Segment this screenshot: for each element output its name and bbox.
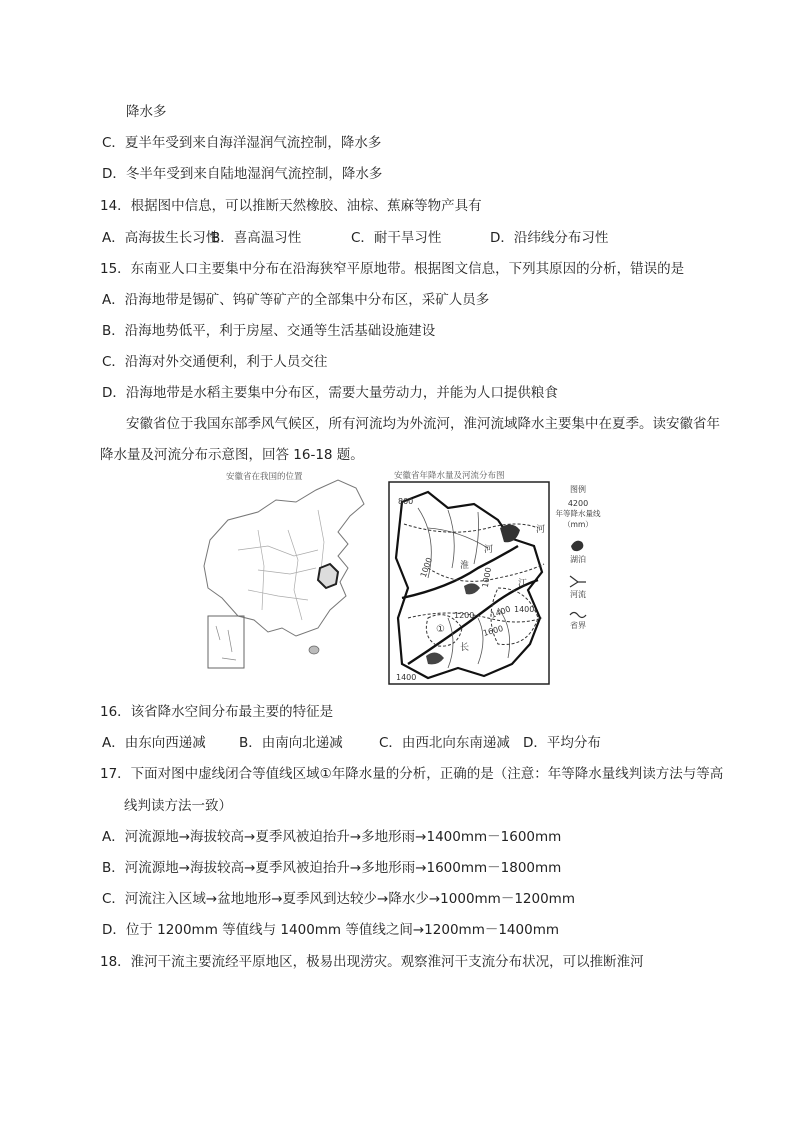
river-label: 淮 [460, 561, 470, 571]
option-b: B．由南向北递减 [239, 735, 343, 751]
map-legend [554, 484, 602, 684]
south-sea-inset [208, 616, 244, 668]
anhui-precipitation-map [388, 468, 602, 686]
river-label: 长 [460, 643, 470, 653]
option-b: B．沿海地势低平，利于房屋、交通等生活基础设施建设 [102, 323, 436, 339]
legend-isohyet-label: 年等降水量线 [555, 509, 601, 518]
china-outline [198, 470, 378, 680]
legend-river: 河流 [570, 590, 586, 599]
option-a: A．沿海地带是锡矿、钨矿等矿产的全部集中分布区，采矿人员多 [102, 292, 490, 308]
option-d: D．平均分布 [523, 735, 601, 751]
option-c: C．由西北向东南递减 [379, 735, 510, 751]
option-b: B．河流源地→海拔较高→夏季风被迫抬升→多地形雨→1600mm－1800mm [102, 860, 562, 876]
contour-label: 1200 [454, 611, 475, 620]
question-17: 17．下面对图中虚线闭合等值线区域①年降水量的分析，正确的是（注意：年等降水量线判读方法与等高 [100, 766, 724, 782]
legend-title: 图例 [570, 485, 586, 494]
option-d: D．冬半年受到来自陆地湿润气流控制，降水多 [102, 166, 383, 182]
lake-icon [568, 536, 588, 554]
question-16-options [102, 734, 702, 752]
option-a: A．由东向西递减 [102, 735, 206, 751]
question-18: 18．淮河干流主要流经平原地区，极易出现涝灾。观察淮河干支流分布状况，可以推断淮河 [100, 954, 644, 970]
china-location-map [198, 470, 378, 680]
option-c: C．耐干旱习性 [351, 230, 442, 246]
border-icon [568, 608, 588, 620]
option-a: A．河流源地→海拔较高→夏季风被迫抬升→多地形雨→1400mm－1600mm [102, 829, 562, 845]
question-14: 14．根据图中信息，可以推断天然橡胶、油棕、蕉麻等物产具有 [100, 198, 482, 214]
legend-lake: 湖泊 [570, 555, 586, 564]
contour-label: 1400 [514, 605, 535, 614]
legend-border: 省界 [570, 621, 586, 630]
option-c: C．河流注入区域→盆地地形→夏季风到达较少→降水少→1000mm－1200mm [102, 891, 575, 907]
legend-isohyet-unit: （mm） [563, 520, 593, 529]
contour-label: 1600 [482, 623, 505, 638]
legend-isohyet-value: 4200 [567, 499, 589, 508]
contour-label: 1000 [418, 556, 435, 579]
option-d: D．沿纬线分布习性 [490, 230, 609, 246]
river-label: 河 [536, 525, 546, 535]
option-d: D．位于 1200mm 等值线与 1400mm 等值线之间→1200mm－1400mm [102, 922, 560, 938]
option-d: D．沿海地带是水稻主要集中分布区，需要大量劳动力，并能为人口提供粮食 [102, 385, 558, 401]
option-c: C．夏半年受到来自海洋湿润气流控制，降水多 [102, 135, 382, 151]
option-b: B．喜高温习性 [211, 230, 302, 246]
question-16: 16．该省降水空间分布最主要的特征是 [100, 704, 334, 720]
intro-paragraph-cont: 降水量及河流分布示意图，回答 16-18 题。 [100, 447, 364, 463]
contour-label: 800 [398, 497, 414, 506]
contour-label: 1400 [396, 673, 417, 682]
river-icon [568, 573, 588, 589]
text-line: 降水多 [126, 104, 167, 120]
question-17-cont: 线判读方法一致） [124, 798, 232, 814]
region-marker: ① [436, 624, 445, 635]
left-map-title: 安徽省在我国的位置 [226, 472, 303, 482]
intro-paragraph: 安徽省位于我国东部季风气候区，所有河流均为外流河，淮河流域降水主要集中在夏季。读安徽省年 [126, 416, 720, 432]
river-label: 河 [484, 545, 494, 555]
anhui-highlight [318, 564, 338, 588]
option-c: C．沿海对外交通便利，利于人员交往 [102, 354, 328, 370]
river-label: 江 [518, 579, 528, 589]
contour-label: 1000 [480, 566, 494, 589]
question-14-options [102, 229, 702, 247]
right-map-title: 安徽省年降水量及河流分布图 [394, 471, 505, 481]
contour-label: 1400 [489, 604, 512, 620]
option-a: A．高海拔生长习性 [102, 230, 220, 246]
question-15: 15．东南亚人口主要集中分布在沿海狭窄平原地带。根据图文信息，下列其原因的分析，错误的是 [100, 261, 685, 277]
